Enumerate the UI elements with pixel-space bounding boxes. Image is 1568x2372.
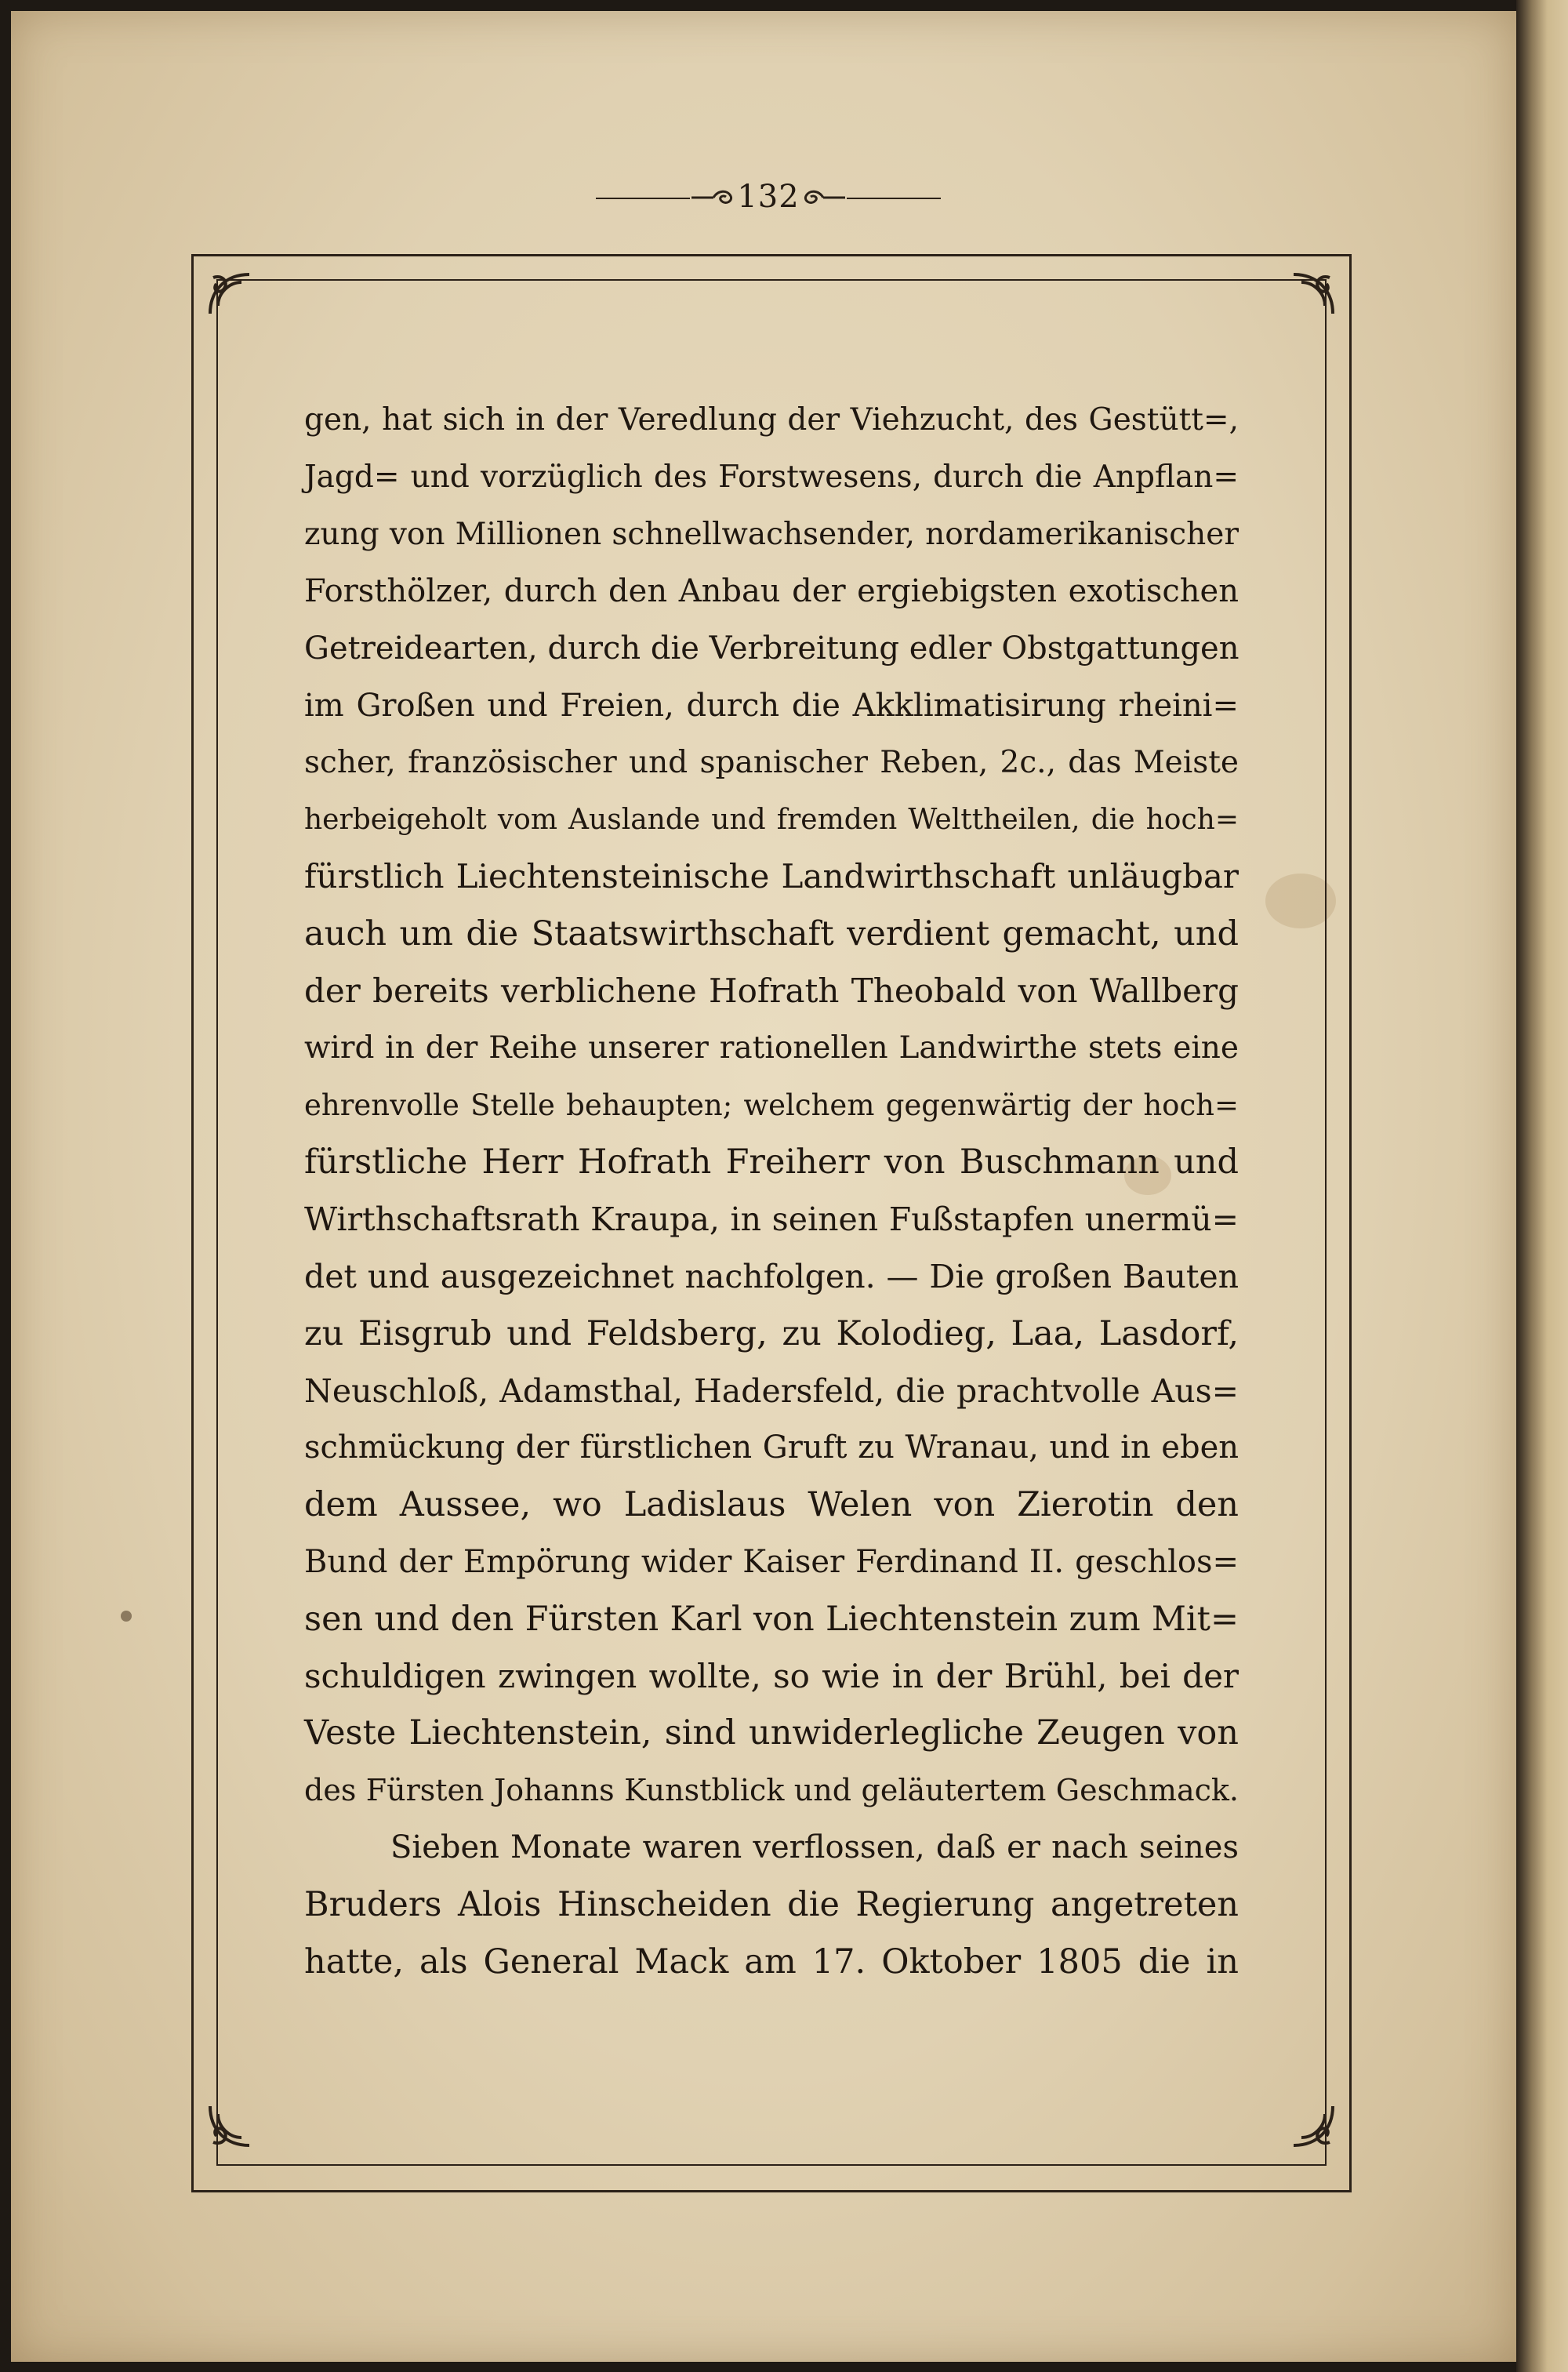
text-line: Veste Liechtenstein, sind unwiderlegliche Zeugen von — [304, 1713, 1239, 1753]
corner-ornament-top-left-icon — [202, 267, 257, 321]
corner-ornament-top-right-icon — [1286, 267, 1341, 321]
text-line: schmückung der fürstlichen Gruft zu Wranau, und in eben — [304, 1429, 1239, 1466]
text-line: fürstlich Liechtensteinische Landwirthschaft unläugbar — [304, 857, 1239, 896]
page-header — [596, 174, 941, 221]
text-line: Jagd= und vorzüglich des Forstwesens, durch die Anpflan= — [304, 459, 1239, 495]
text-line: fürstliche Herr Hofrath Freiherr von Buschmann und — [304, 1142, 1239, 1182]
text-line: gen, hat sich in der Veredlung der Viehzucht, des Gestütt=, — [304, 402, 1239, 438]
text-line: ehrenvolle Stelle behaupten; welchem gegenwärtig der hoch= — [304, 1088, 1239, 1122]
text-line: Wirthschaftsrath Kraupa, in seinen Fußstapfen unermü= — [304, 1201, 1239, 1239]
text-line: im Großen und Freien, durch die Akklimatisirung rheini= — [304, 687, 1239, 724]
text-line: scher, französischer und spanischer Reben, 2c., das Meiste — [304, 744, 1239, 780]
text-line: Bund der Empörung wider Kaiser Ferdinand II. geschlos= — [304, 1543, 1239, 1580]
text-line: Neuschloß, Adamsthal, Hadersfeld, die prachtvolle Aus= — [304, 1371, 1239, 1410]
text-line: hatte, als General Mack am 17. Oktober 1805 die in — [304, 1942, 1239, 1982]
text-line-paragraph-start: Sieben Monate waren verflossen, daß er nach seines — [390, 1829, 1239, 1865]
text-line: Forsthölzer, durch den Anbau der ergiebigsten exotischen — [304, 573, 1239, 610]
text-line: det und ausgezeichnet nachfolgen. — Die großen Bauten — [304, 1257, 1239, 1295]
text-line: der bereits verblichene Hofrath Theobald von Wallberg — [304, 971, 1239, 1010]
text-line: auch um die Staatswirthschaft verdient gemacht, und — [304, 914, 1239, 954]
header-rule-right — [847, 198, 941, 199]
header-ornament-right-icon — [800, 185, 847, 210]
text-line: des Fürsten Johanns Kunstblick und geläutertem Geschmack. — [304, 1773, 1239, 1808]
text-line: herbeigeholt vom Auslande und fremden Welttheilen, die hoch= — [304, 803, 1239, 836]
text-line: zung von Millionen schnellwachsender, nordamerikanischer — [304, 516, 1239, 552]
paper-speck — [121, 1611, 132, 1622]
corner-ornament-bottom-right-icon — [1286, 2098, 1341, 2153]
adjacent-page-edge — [1516, 0, 1568, 2372]
text-line: zu Eisgrub und Feldsberg, zu Kolodieg, Laa, Lasdorf, — [304, 1313, 1239, 1353]
text-line: sen und den Fürsten Karl von Liechtenstein zum Mit= — [304, 1599, 1239, 1639]
text-line: wird in der Reihe unserer rationellen Landwirthe stets eine — [304, 1030, 1239, 1066]
text-line: dem Aussee, wo Ladislaus Welen von Zierotin den — [304, 1485, 1239, 1525]
text-line: Bruders Alois Hinscheiden die Regierung angetreten — [304, 1884, 1239, 1924]
text-line: schuldigen zwingen wollte, so wie in der Brühl, bei der — [304, 1656, 1239, 1695]
text-line: Getreidearten, durch die Verbreitung edler Obstgattungen — [304, 630, 1240, 667]
page-number: 132 — [737, 179, 800, 215]
corner-ornament-bottom-left-icon — [202, 2098, 257, 2153]
body-text — [304, 392, 1239, 1990]
